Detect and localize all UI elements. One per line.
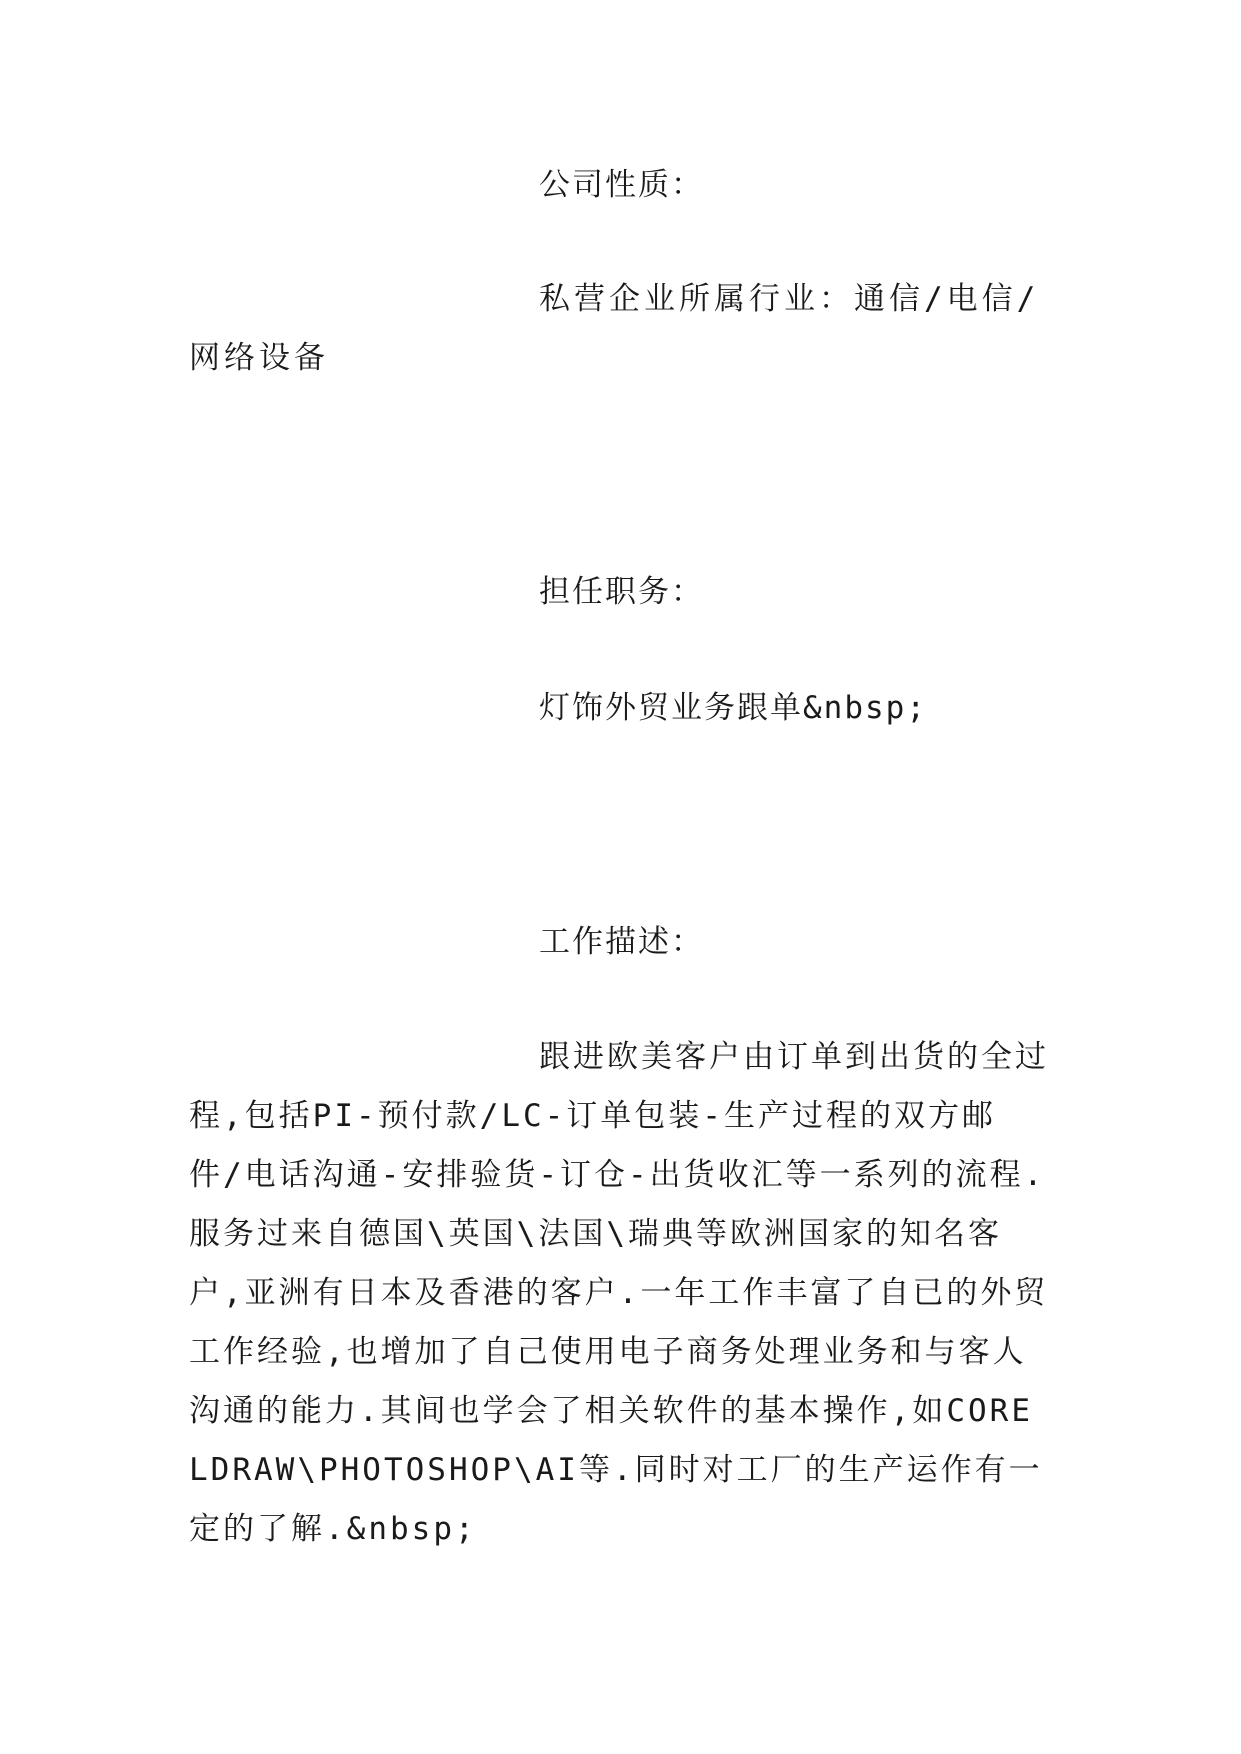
job-description-text: 跟进欧美客户由订单到出货的全过程,包括PI-预付款/LC-订单包装-生产过程的双方邮件/电话沟通-安排验货-订仓-出货收汇等一系列的流程.服务过来自德国\英国\法国\瑞典等欧洲国家的知名客户,亚洲有日本及香港的客户.一年工作丰富了自已的外贸工作经验,也增加了自己使用电子商务处理业务和与客人沟通的能力.其间也学会了相关软件的基本操作,如CORELDRAW\PHOTOSHOP\AI等.同时对工厂的生产运作有一定的了解.&nbsp;	[189, 1039, 1049, 1547]
company-type-label: 公司性质：	[539, 167, 704, 203]
position-label: 担任职务：	[539, 574, 704, 610]
position-value: 灯饰外贸业务跟单&nbsp;	[539, 690, 927, 726]
company-type-and-industry: 私营企业所属行业：通信/电信/网络设备	[189, 281, 1040, 376]
job-description-label: 工作描述：	[539, 924, 704, 960]
